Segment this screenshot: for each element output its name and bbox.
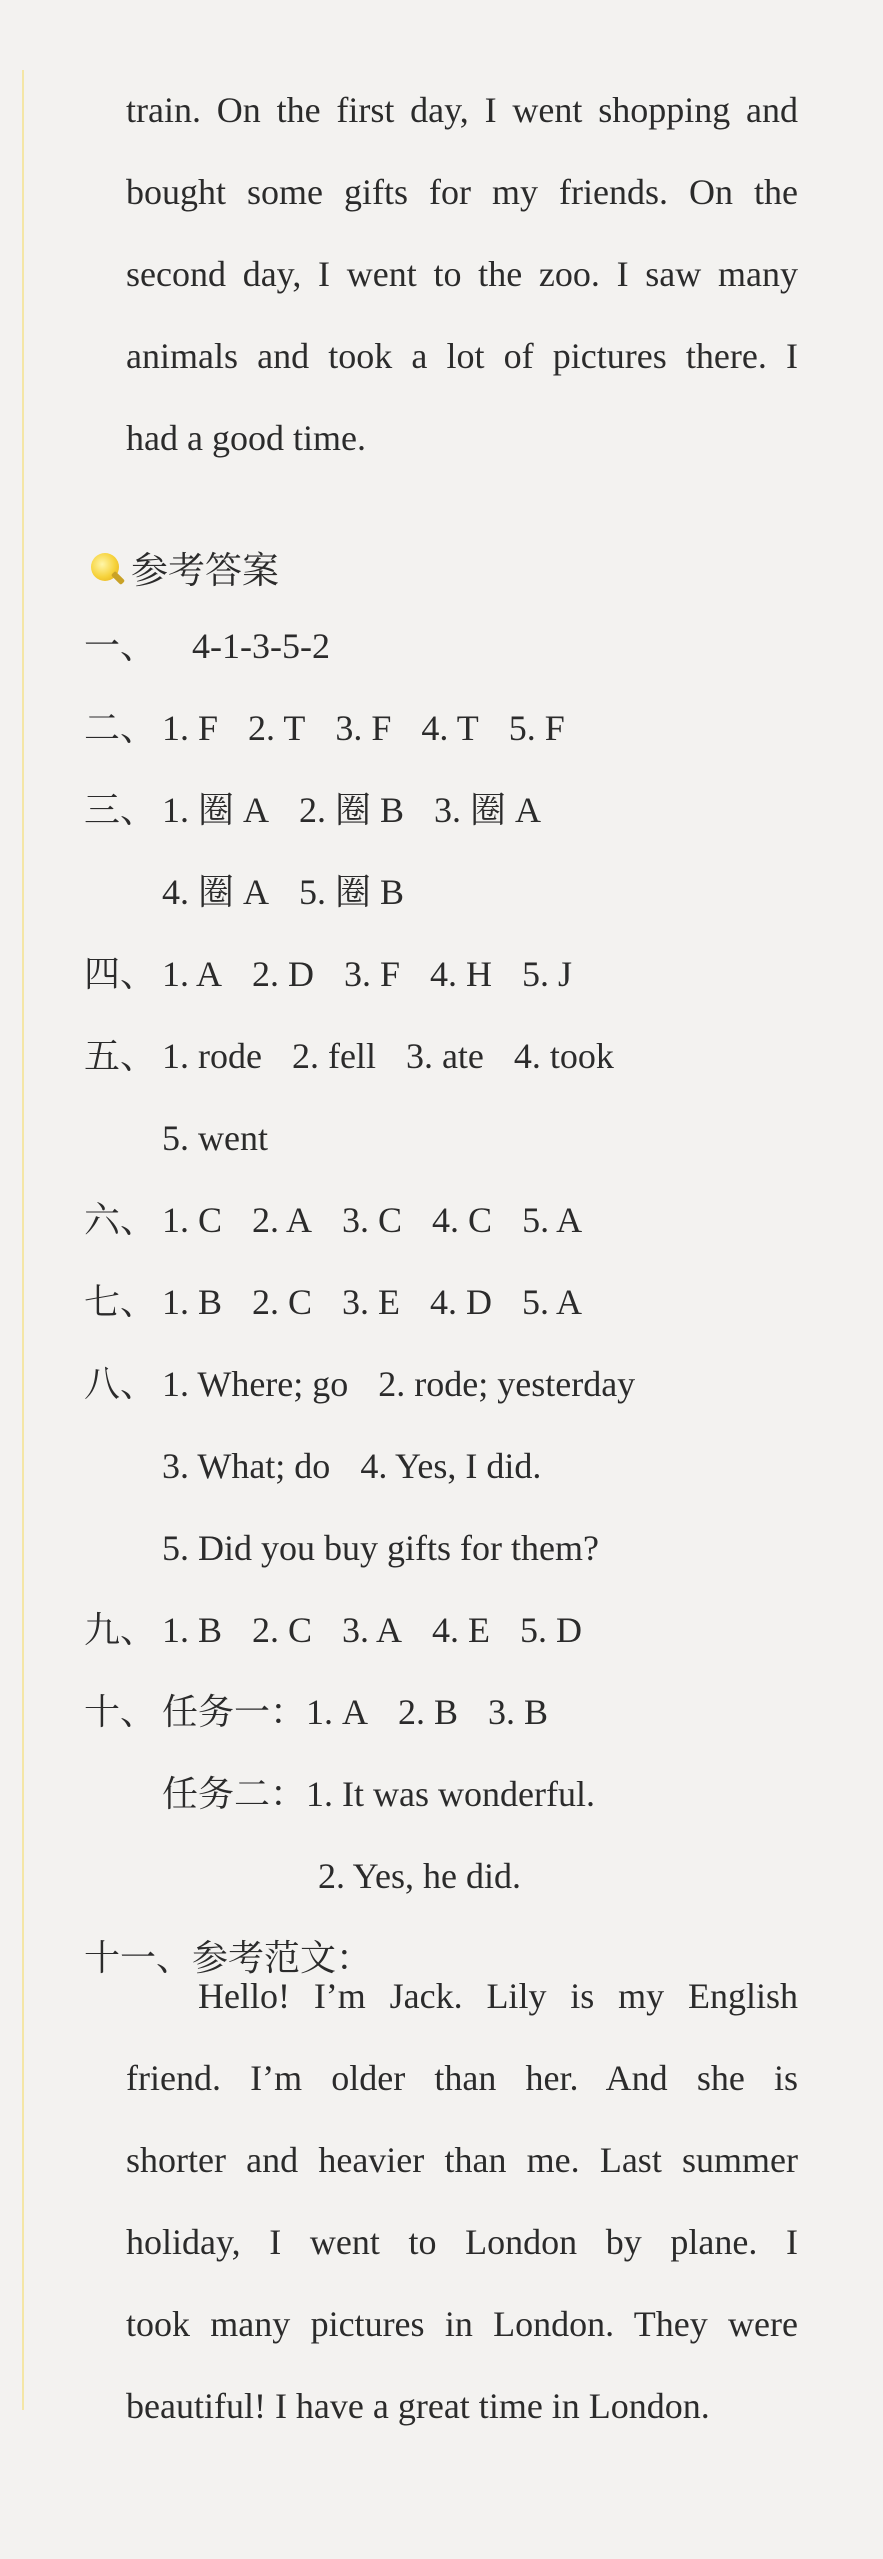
answer-item: 3. B [488,1692,549,1732]
task-label: 任务一： [162,1692,307,1732]
essay-line-4: holiday, I went to London by plane. I [126,2222,798,2262]
question-number: 九、 [84,1610,157,1650]
answer-item: 2. C [252,1282,313,1322]
answer-item: 5. A [522,1282,583,1322]
answer-item: 4. took [513,1036,614,1076]
intro-line-3: second day, I went to the zoo. I saw many [126,254,798,294]
answer-item: 5. J [522,954,573,994]
intro-line-2: bought some gifts for my friends. On the [126,172,798,212]
answer-item: 4. C [432,1200,493,1240]
essay-line-3: shorter and heavier than me. Last summer [126,2140,798,2180]
answer-item: 2. Yes, he did. [318,1856,522,1896]
intro-line-5: had a good time. [126,418,366,458]
answer-row-q7 [48,1236,583,1322]
answer-item: 3. E [342,1282,401,1322]
answer-row-q3-cont [126,826,405,912]
essay-line-2: friend. I’m older than her. And she is [126,2058,798,2098]
question-number: 十一、 [84,1938,193,1978]
answer-row-q3 [48,744,542,830]
answers-heading-text: 参考答案 [131,549,280,592]
answer-row-q6 [48,1154,583,1240]
answer-item: 3. ate [405,1036,484,1076]
question-number: 二、 [84,708,157,748]
essay-line-5: took many pictures in London. They were [126,2304,798,2344]
essay-label: 参考范文： [192,1938,373,1978]
answer-item: 5. A [522,1200,583,1240]
margin-rule [22,70,24,2410]
answer-row-q5 [48,990,614,1076]
intro-line-1: train. On the first day, I went shopping and [126,90,798,130]
question-number: 六、 [84,1200,157,1240]
answer-item: 1. It was wonderful. [306,1774,595,1814]
question-number: 三、 [84,790,157,830]
answer-item: 1. A [162,954,223,994]
question-number: 一、 [84,626,157,666]
question-number: 四、 [84,954,157,994]
answer-item: 1. A [306,1692,369,1732]
answer-row-q8 [48,1318,636,1404]
question-number: 五、 [84,1036,157,1076]
question-number: 七、 [84,1282,157,1322]
answer-item: 3. A [342,1610,403,1650]
answer-row-q4 [48,908,573,994]
answer-item: 5. 圈 B [299,872,405,912]
answer-row-q10-task2-cont [282,1810,522,1896]
answer-item: 1. B [162,1610,223,1650]
question-number: 八、 [84,1364,157,1404]
task-label: 任务二： [162,1774,307,1814]
answer-item: 2. fell [291,1036,376,1076]
answers-heading [44,496,280,592]
answer-item: 5. D [520,1610,583,1650]
answer-item: 3. F [335,708,392,748]
question-number: 十、 [84,1692,157,1732]
answer-item: 3. 圈 A [434,790,542,830]
answer-item: 2. T [248,708,306,748]
answer-item: 3. C [342,1200,403,1240]
answer-item: 5. went [162,1118,268,1158]
answer-item: 2. 圈 B [299,790,405,830]
answer-item: 3. F [344,954,401,994]
answer-item: 2. D [252,954,315,994]
answer-item: 5. F [508,708,565,748]
answer-row-q10-task2 [126,1728,595,1814]
answer-item: 2. A [252,1200,313,1240]
answer-item: 1. B [162,1282,223,1322]
answer-row-q8-cont2 [126,1482,599,1568]
answer-item: 1. rode [162,1036,262,1076]
answer-item: 4. 圈 A [162,872,269,912]
answer-row-q5-cont [126,1072,268,1158]
intro-line-4: animals and took a lot of pictures there. I [126,336,798,376]
answer-item: 2. C [252,1610,313,1650]
answer-item: 1. C [162,1200,223,1240]
answer-item: 5. Did you buy gifts for them? [162,1528,599,1568]
answer-item: 1. Where; go [162,1364,349,1404]
answer-row-q2 [48,662,565,748]
answer-item: 4. Yes, I did. [360,1446,542,1486]
answer-row-q1 [48,580,330,666]
answer-item: 3. What; do [162,1446,331,1486]
answer-item: 2. rode; yesterday [378,1364,636,1404]
answer-item: 4. H [430,954,493,994]
answer-item: 1. 圈 A [162,790,269,830]
answer-row-q11 [48,1892,373,1978]
answer-row-q9 [48,1564,583,1650]
answer-item: 4. E [432,1610,491,1650]
essay-line-1: Hello! I’m Jack. Lily is my English [198,1976,798,2016]
answer-item: 4. D [430,1282,493,1322]
answer-row-q8-cont [126,1400,542,1486]
answer-item: 2. B [398,1692,459,1732]
answer-row-q10 [48,1646,549,1732]
answer-item: 4-1-3-5-2 [192,626,330,666]
answer-item: 1. F [162,708,219,748]
answer-item: 4. T [421,708,479,748]
essay-line-6: beautiful! I have a great time in London. [126,2386,710,2426]
